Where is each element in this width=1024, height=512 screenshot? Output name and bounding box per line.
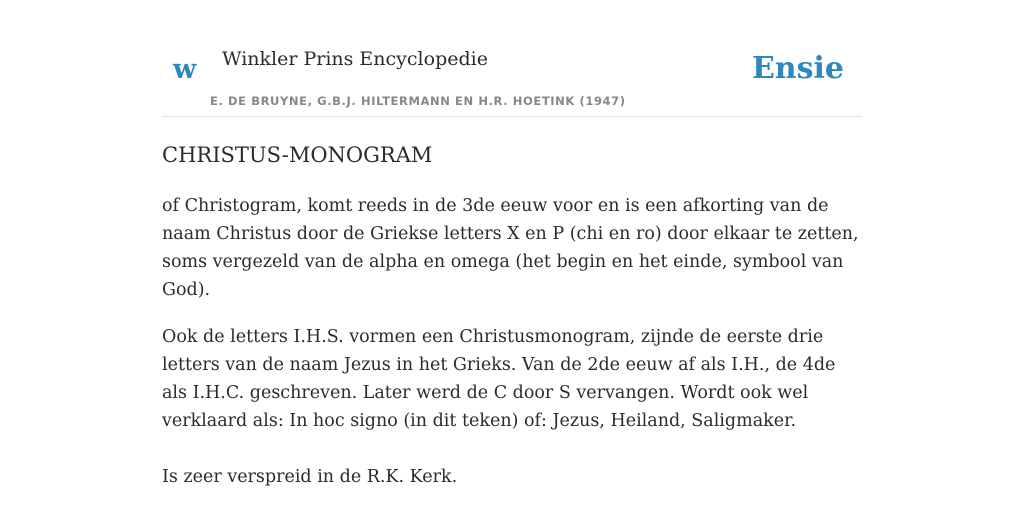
article-headword: CHRISTUS-MONOGRAM xyxy=(162,143,433,167)
ensie-logo[interactable]: Ensie xyxy=(751,51,844,86)
source-title[interactable]: Winkler Prins Encyclopedie xyxy=(222,48,488,70)
article-paragraph: Is zeer verspreid in de R.K. Kerk. xyxy=(162,467,458,487)
article-paragraph: of Christogram, komt reeds in de 3de eeuw voor en is een afkorting van de naam Christus door de Griekse letters X en P (chi en ro) door elkaar te zetten, soms vergezeld van de alpha en omega (het begin en het einde, symbool van God). xyxy=(162,196,859,300)
winkler-prins-logo[interactable]: w xyxy=(173,54,197,85)
article-body xyxy=(162,138,862,491)
article-paragraph: Ook de letters I.H.S. vormen een Christusmonogram, zijnde de eerste drie letters van de naam Jezus in het Grieks. Van de 2de eeuw af als I.H., de 4de als I.H.C. geschreven. Later werd de C door S vervangen. Wordt ook wel verklaard als: In hoc signo (in dit teken) of: Jezus, Heiland, Saligmaker. xyxy=(162,327,836,431)
source-header xyxy=(162,0,862,117)
source-authors: E. DE BRUYNE, G.B.J. HILTERMANN EN H.R. HOETINK (1947) xyxy=(210,94,626,108)
